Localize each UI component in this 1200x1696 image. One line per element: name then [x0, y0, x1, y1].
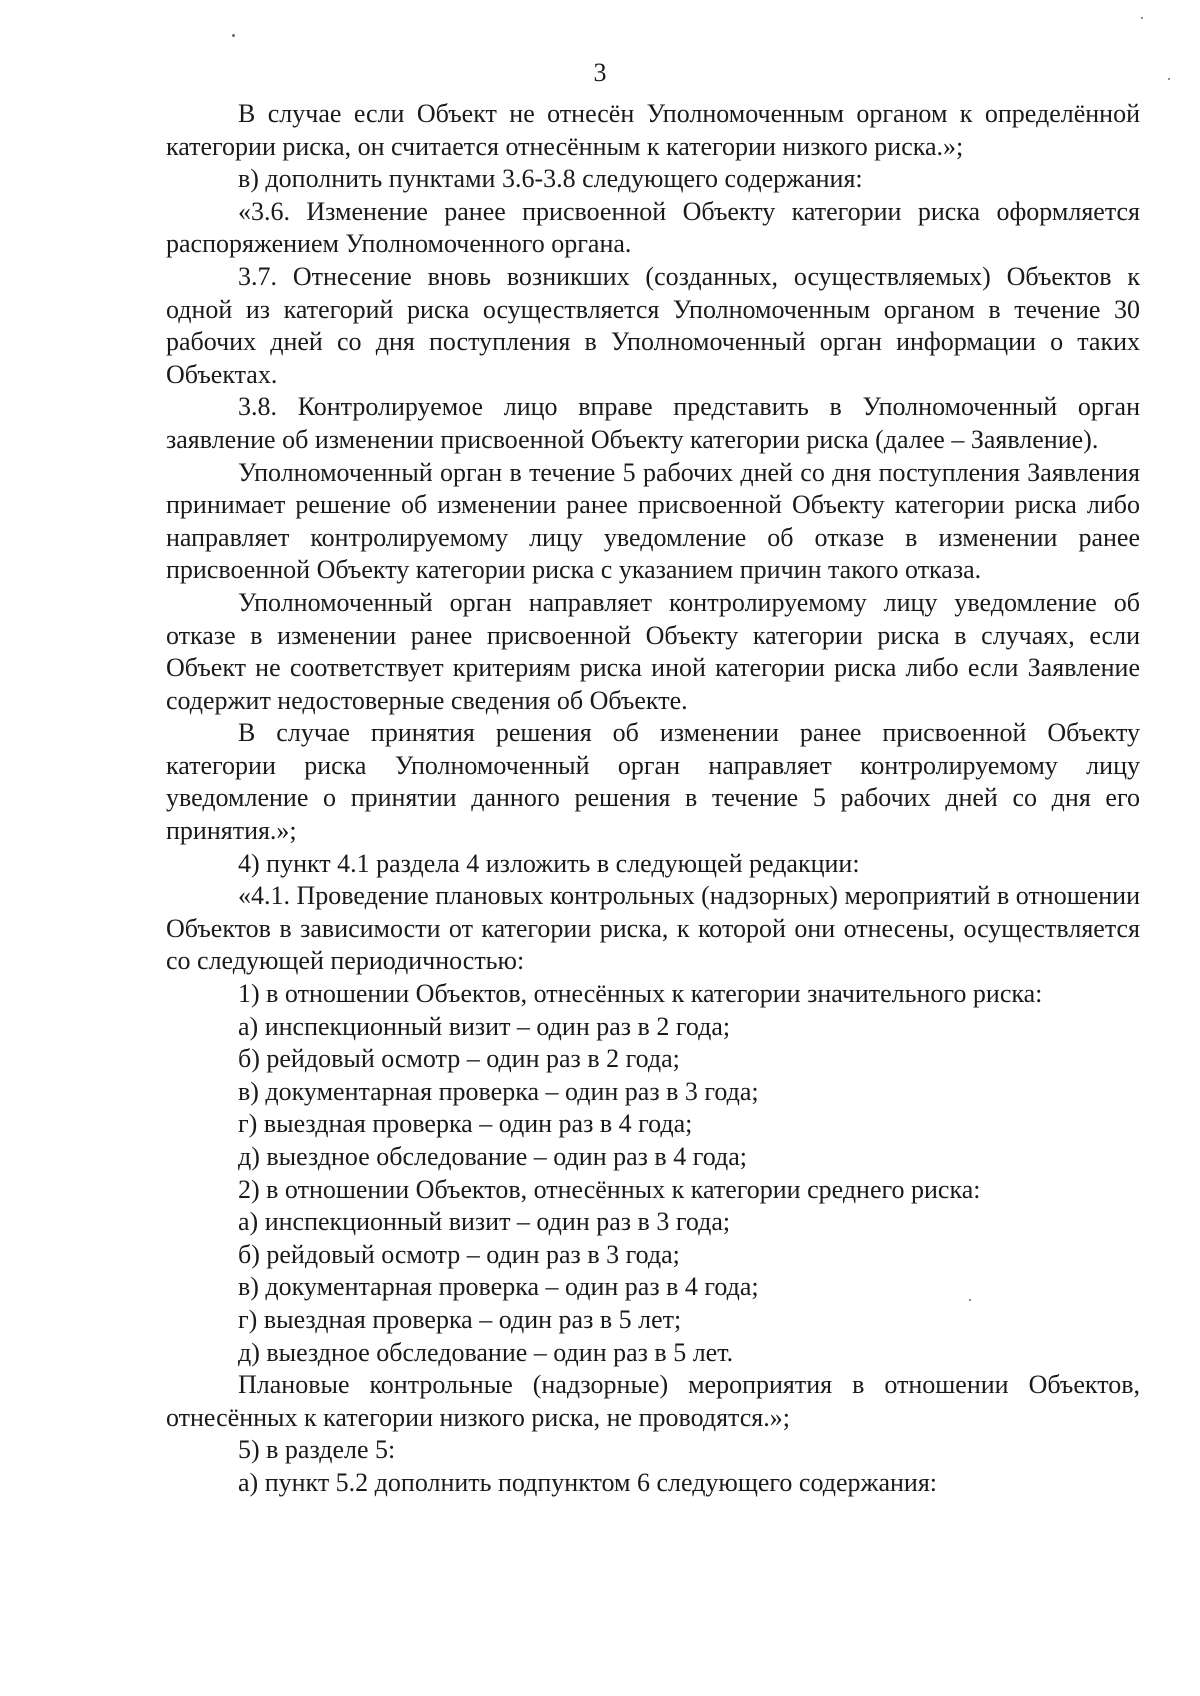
- list-item: г) выездная проверка – один раз в 5 лет;: [238, 1304, 682, 1334]
- list-item: б) рейдовый осмотр – один раз в 3 года;: [238, 1239, 680, 1269]
- list-item: 2) в отношении Объектов, отнесённых к категории среднего риска:: [238, 1174, 981, 1204]
- list-item: в) документарная проверка – один раз в 3 года;: [238, 1076, 759, 1106]
- paragraph: «4.1. Проведение плановых контрольных (надзорных) мероприятий в отношении Объектов в зависимости от категории риска, к которой они отнесены, осуществляется со следующей периодичностью:: [166, 881, 1140, 976]
- document-body: [166, 98, 1140, 1500]
- list-item: 5) в разделе 5:: [238, 1435, 396, 1465]
- list-item: а) инспекционный визит – один раз в 2 года;: [238, 1011, 731, 1041]
- scan-speck: [1141, 17, 1143, 19]
- paragraph: Уполномоченный орган в течение 5 рабочих дней со дня поступления Заявления принимает решение об изменении ранее присвоенной Объекту категории риска либо направляет контролируемому лицу уведомление об отказе в изменении ранее присвоенной Объекту категории риска с указанием причин такого отказа.: [166, 457, 1140, 585]
- list-item: а) пункт 5.2 дополнить подпунктом 6 следующего содержания:: [238, 1467, 938, 1497]
- scan-speck: [1168, 78, 1170, 80]
- list-item: 4) пункт 4.1 раздела 4 изложить в следующей редакции:: [238, 848, 860, 878]
- list-item: а) инспекционный визит – один раз в 3 года;: [238, 1207, 731, 1237]
- paragraph: В случае принятия решения об изменении ранее присвоенной Объекту категории риска Уполномоченный орган направляет контролируемому лицу уведомление о принятии данного решения в течение 5 рабочих дней со дня его принятия.»;: [166, 718, 1140, 846]
- paragraph: Уполномоченный орган направляет контролируемому лицу уведомление об отказе в изменении ранее присвоенной Объекту категории риска в случаях, если Объект не соответствует критериям риска иной категории риска либо если Заявление содержит недостоверные сведения об Объекте.: [166, 587, 1140, 715]
- paragraph: Плановые контрольные (надзорные) мероприятия в отношении Объектов, отнесённых к категории низкого риска, не проводятся.»;: [166, 1370, 1140, 1432]
- list-item: б) рейдовый осмотр – один раз в 2 года;: [238, 1044, 680, 1074]
- list-item: д) выездное обследование – один раз в 5 лет.: [238, 1337, 734, 1367]
- list-item: в) дополнить пунктами 3.6-3.8 следующего содержания:: [238, 164, 863, 194]
- list-item: г) выездная проверка – один раз в 4 года;: [238, 1109, 693, 1139]
- page-number: 3: [593, 58, 607, 87]
- paragraph: В случае если Объект не отнесён Уполномоченным органом к определённой категории риска, он считается отнесённым к категории низкого риска.»;: [166, 99, 1140, 161]
- paragraph: 3.8. Контролируемое лицо вправе представить в Уполномоченный орган заявление об изменении присвоенной Объекту категории риска (далее – Заявление).: [166, 392, 1140, 454]
- paragraph: «3.6. Изменение ранее присвоенной Объекту категории риска оформляется распоряжением Уполномоченного органа.: [166, 196, 1140, 259]
- scan-speck: [969, 1299, 971, 1301]
- list-item: д) выездное обследование – один раз в 4 года;: [238, 1142, 747, 1171]
- list-item: 1) в отношении Объектов, отнесённых к категории значительного риска:: [238, 979, 1043, 1009]
- scan-speck: [232, 34, 235, 37]
- paragraph: 3.7. Отнесение вновь возникших (созданных, осуществляемых) Объектов к одной из категорий риска осуществляется Уполномоченным органом в течение 30 рабочих дней со дня поступления в Уполномоченный орган информации о таких Объектах.: [166, 261, 1140, 389]
- list-item: в) документарная проверка – один раз в 4 года;: [238, 1272, 759, 1302]
